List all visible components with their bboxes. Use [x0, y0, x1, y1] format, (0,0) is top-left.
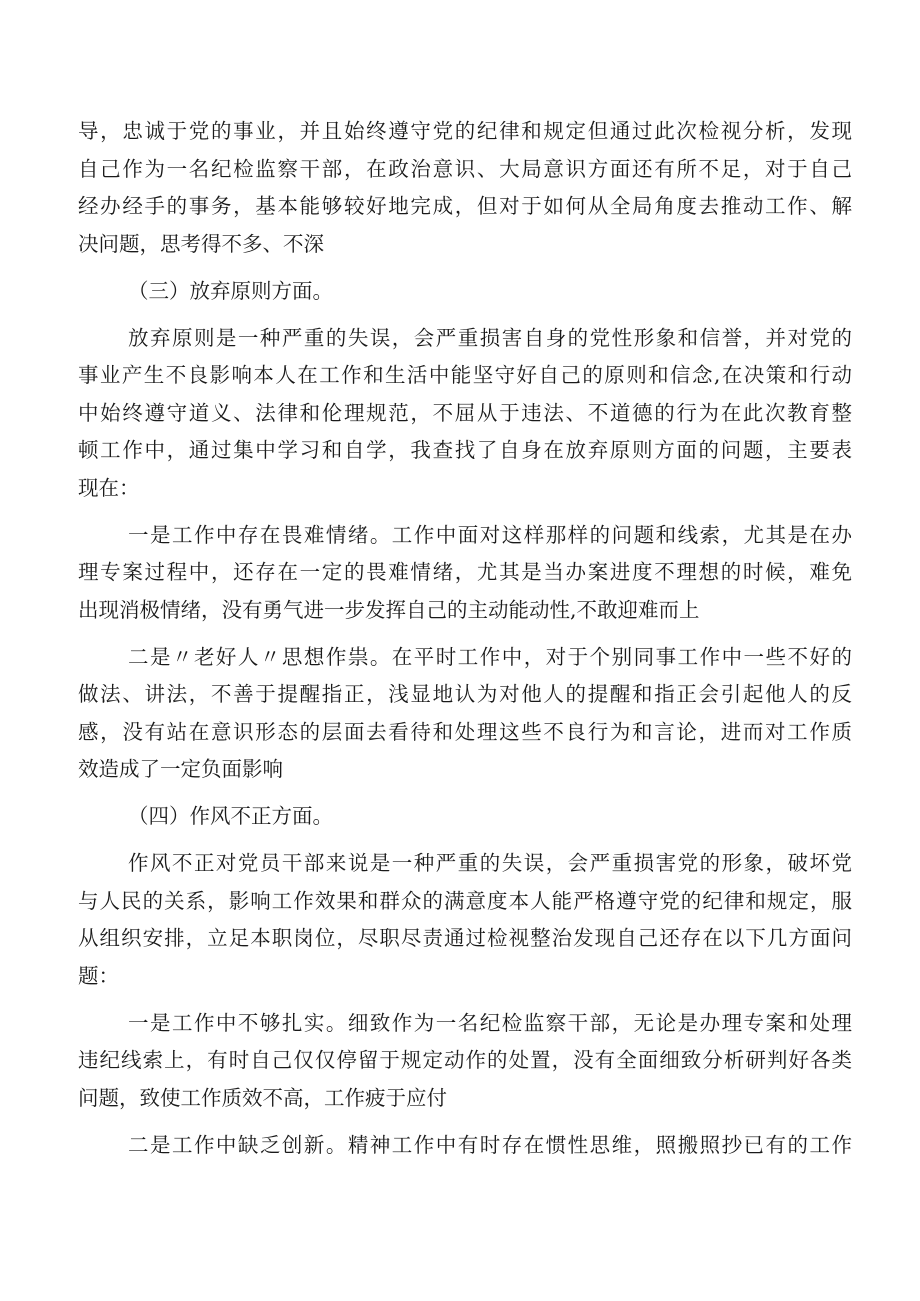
section-heading — [78, 798, 852, 836]
text-line: 顿工作中，通过集中学习和自学，我查找了自身在放弃原则方面的问题，主要表 — [78, 438, 852, 462]
text-line: 题： — [78, 963, 119, 988]
document-body — [78, 113, 852, 1174]
text-line: 经办经手的事务，基本能够较好地完成，但对于如何从全局角度去推动工作、解 — [78, 194, 852, 218]
text-line: 与人民的关系，影响工作效果和群众的满意度本人能严格遵守党的纪律和规定，服 — [78, 888, 852, 913]
text-line: 违纪线索上，有时自己仅仅停留于规定动作的处置，没有全面细致分析研判好各类 — [78, 1048, 852, 1072]
paragraph — [78, 113, 852, 263]
paragraph — [78, 517, 852, 630]
text-line: 导，忠诚于党的事业，并且始终遵守党的纪律和规定但通过此次检视分析，发现 — [78, 119, 852, 143]
text-line: 出现消极情绪，没有勇气进一步发挥自己的主动能动性,不敢迎难而上 — [78, 597, 700, 622]
paragraph — [78, 320, 852, 508]
text-line: 现在： — [78, 475, 140, 500]
text-line: 感，没有站在意识形态的层面去看待和处理这些不良行为和言论，进而对工作质 — [78, 719, 852, 744]
text-line: 一是工作中不够扎实。细致作为一名纪检监察干部，无论是办理专案和处理 — [128, 1010, 852, 1035]
paragraph — [78, 845, 852, 995]
paragraph — [78, 1005, 852, 1118]
text-line: 作风不正对党员干部来说是一种严重的失误，会严重损害党的形象，破坏党 — [128, 851, 852, 875]
paragraph — [78, 639, 852, 789]
heading-text: （三）放弃原则方面。 — [128, 278, 333, 303]
text-line: 问题，致使工作质效不高，工作疲于应付 — [78, 1085, 447, 1110]
text-line: 事业产生不良影响本人在工作和生活中能坚守好自己的原则和信念,在决策和行动 — [78, 363, 852, 387]
text-line: 二是〃老好人〃思想作祟。在平时工作中，对于个别同事工作中一些不好的 — [128, 644, 852, 669]
text-line: 自己作为一名纪检监察干部，在政治意识、大局意识方面还有所不足，对于自己 — [78, 156, 852, 181]
text-line: 效造成了一定负面影响 — [78, 757, 283, 781]
paragraph — [78, 1127, 852, 1165]
text-line: 二是工作中缺乏创新。精神工作中有时存在惯性思维，照搬照抄已有的工作 — [128, 1132, 852, 1157]
text-line: 决问题，思考得不多、不深 — [78, 231, 324, 256]
text-line: 放弃原则是一种严重的失误，会严重损害自身的党性形象和信誉，并对党的 — [128, 325, 852, 350]
text-line: 中始终遵守道义、法律和伦理规范，不屈从于违法、不道德的行为在此次教育整 — [78, 400, 852, 425]
text-line: 一是工作中存在畏难情绪。工作中面对这样那样的问题和线索，尤其是在办 — [128, 522, 852, 547]
text-line: 理专案过程中，还存在一定的畏难情绪，尤其是当办案进度不理想的时候，难免 — [78, 560, 852, 584]
text-line: 从组织安排，立足本职岗位，尽职尽责通过检视整治发现自己还存在以下几方面问 — [78, 926, 852, 950]
section-heading — [78, 273, 852, 311]
text-line: 做法、讲法，不善于提醒指正，浅显地认为对他人的提醒和指正会引起他人的反 — [78, 682, 852, 706]
heading-text: （四）作风不正方面。 — [128, 804, 333, 828]
